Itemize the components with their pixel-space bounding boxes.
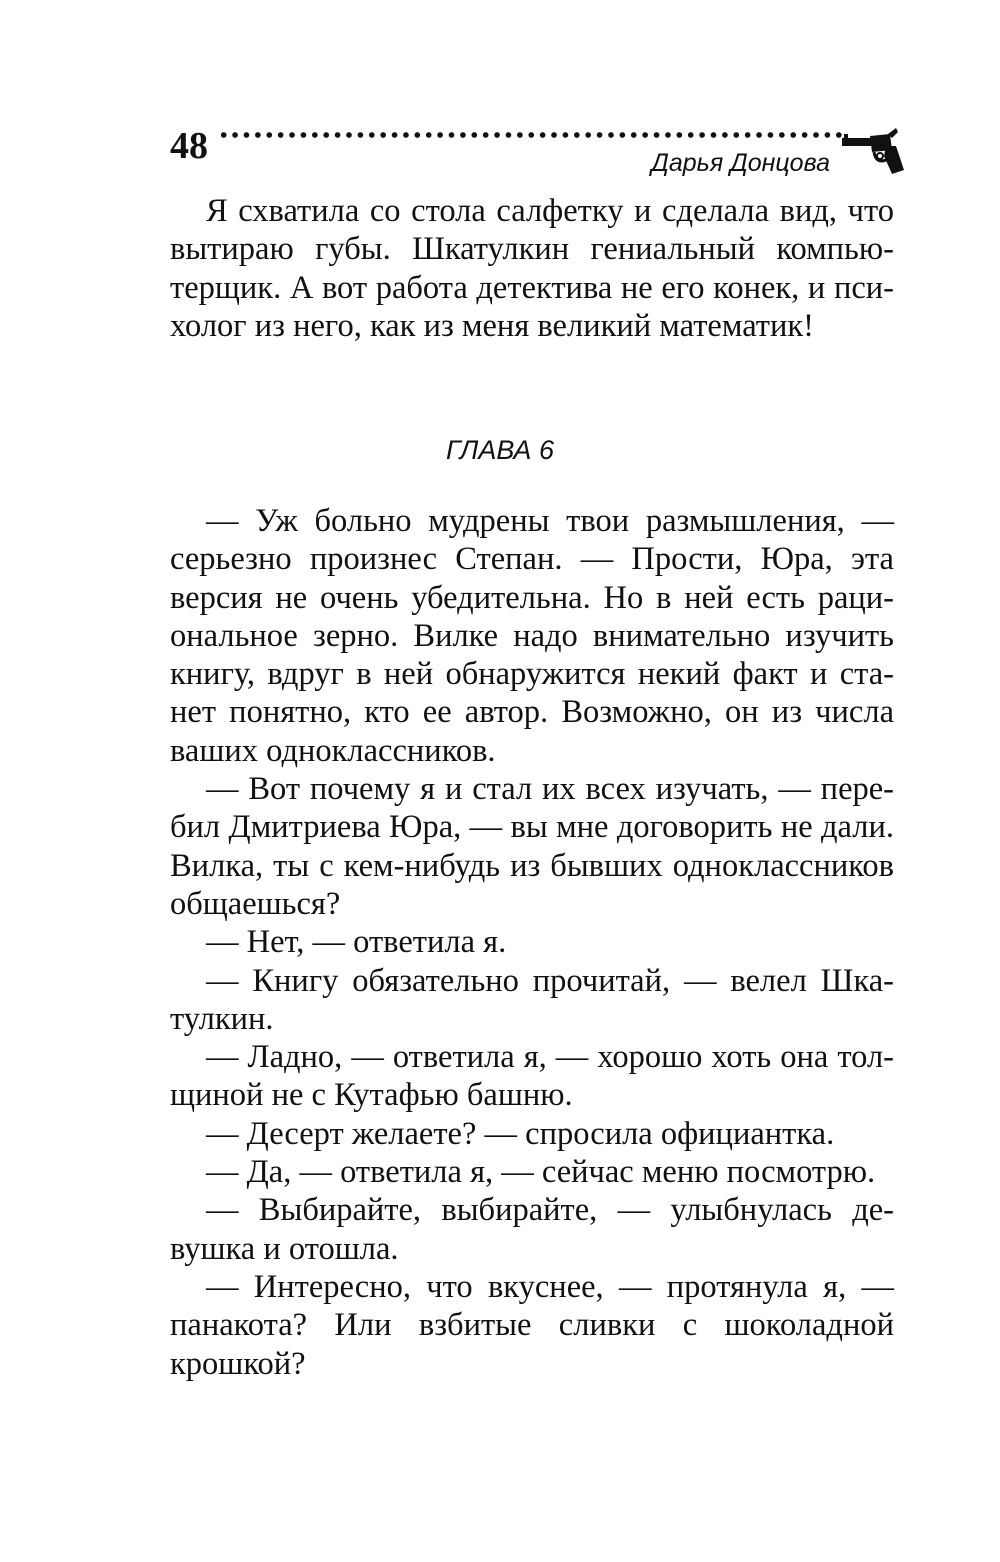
paragraph: — Да, — ответила я, — сейчас меню посмотрю. [206, 1154, 876, 1191]
chapter-heading: ГЛАВА 6 [446, 435, 554, 465]
author-name: Дарья Донцова [651, 149, 830, 177]
paragraph: — Ладно, — ответила я, — хорошо хоть она толщиной не с Кутафью башню. [170, 1039, 894, 1114]
paragraph: — Вот почему я и стал их всех изучать, — перебил Дмитриева Юра, — вы мне договорить не дали. Вилка, ты с кем-нибудь из бывших одноклассников общаешься? [170, 771, 894, 922]
page-number: 48 [170, 125, 208, 167]
paragraph: — Нет, — ответила я. [206, 924, 507, 961]
paragraph: — Уж больно мудрены твои размышления, — серьезно произнес Степан. — Прости, Юра, эта версия не очень убедительна. Но в ней есть рациональное зерно. Вилке надо внимательно изучить книгу, вдруг в ней обнаружится некий факт и станет понятно, кто ее автор. Возможно, он из числа ваших одноклассников. [170, 503, 894, 769]
paragraph: Я схватила со стола салфетку и сделала вид, что вытираю губы. Шкатулкин гениальный компьютерщик. А вот работа детектива не его конек, и психолог из него, как из меня великий математик! [170, 193, 894, 344]
chapter-text [170, 502, 894, 1383]
paragraph: — Книгу обязательно прочитай, — велел Шкатулкин. [170, 962, 894, 1037]
paragraph: — Интересно, что вкуснее, — протянула я, — панакота? Или взбитые сливки с шоколадной крошкой? [170, 1268, 894, 1382]
paragraph: — Десерт желаете? — спросила официантка. [206, 1115, 835, 1152]
intro-text [170, 192, 894, 345]
revolver-icon [840, 126, 906, 176]
dotted-rule [218, 130, 842, 140]
paragraph: — Выбирайте, выбирайте, — улыбнулась девушка и отошла. [170, 1192, 894, 1267]
running-head [170, 118, 906, 198]
